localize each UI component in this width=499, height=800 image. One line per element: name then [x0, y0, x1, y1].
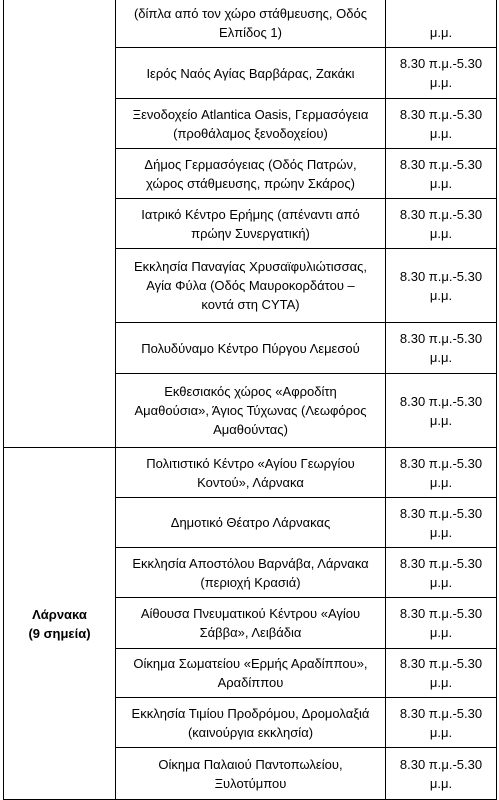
- venue-cell: [116, 149, 386, 199]
- time-line: [392, 4, 490, 23]
- venue-line: Δήμος Γερμασόγειας (Οδός Πατρών,: [144, 156, 357, 172]
- time-line: μ.μ.: [429, 125, 453, 141]
- table-row: [4, 0, 497, 48]
- venue-line: Εκθεσιακός χώρος «Αφροδίτη: [164, 384, 337, 399]
- time-line: 8.30 π.μ.-5.30: [399, 106, 483, 122]
- venue-line: Εκκλησία Τιμίου Προδρόμου, Δρομολαξιά: [131, 705, 370, 721]
- venue-cell: [116, 48, 386, 99]
- time-line: μ.μ.: [429, 675, 453, 690]
- venue-line: Πολιτιστικό Κέντρο «Αγίου Γεωργίου: [146, 455, 355, 471]
- time-line: μ.μ.: [429, 625, 453, 640]
- venue-line: Αραδίππου: [217, 675, 284, 690]
- venue-line: (καινούργια εκκλησία): [187, 724, 314, 740]
- venue-line: Αμαθούσια», Άγιος Τύχωνας (Λεωφόρος: [134, 403, 367, 418]
- time-cell: [386, 548, 497, 598]
- time-cell: [386, 448, 497, 498]
- time-line: 8.30 π.μ.-5.30: [399, 268, 483, 284]
- time-line: 8.30 π.μ.-5.30: [399, 393, 483, 409]
- venue-line: Ξενοδοχείο Atlantica Oasis, Γερμασόγεια: [132, 106, 369, 122]
- venue-cell: [116, 649, 386, 698]
- time-line: μ.μ.: [429, 350, 453, 365]
- region-cell-larnaca: [4, 448, 116, 800]
- venue-cell: [116, 374, 386, 448]
- venue-cell: [116, 199, 386, 249]
- time-line: 8.30 π.μ.-5.30: [399, 331, 483, 346]
- venue-cell: [116, 0, 386, 48]
- venue-line: (περιοχή Κρασιά): [200, 574, 301, 590]
- time-line: μ.μ.: [429, 474, 453, 490]
- time-cell: [386, 498, 497, 548]
- time-line: μ.μ.: [429, 524, 453, 540]
- time-line: μ.μ.: [429, 25, 453, 40]
- venue-cell: [116, 448, 386, 498]
- time-line: μ.μ.: [429, 574, 453, 590]
- time-line: μ.μ.: [429, 287, 453, 303]
- venue-line: Ιατρικό Κέντρο Ερήμης (απέναντι από: [141, 206, 360, 222]
- time-cell: [386, 698, 497, 748]
- time-line: 8.30 π.μ.-5.30: [399, 705, 483, 721]
- venue-line: Ελπίδος 1): [219, 25, 282, 40]
- time-line: μ.μ.: [429, 412, 453, 428]
- venue-cell: [116, 548, 386, 598]
- venue-line: Δημοτικό Θέατρο Λάρνακας: [170, 515, 331, 530]
- time-cell: [386, 649, 497, 698]
- venue-line: Οίκημα Παλαιού Παντοπωλείου,: [158, 756, 343, 772]
- venue-line: Σάββα», Λειβάδια: [199, 625, 302, 640]
- venue-line: χώρος στάθμευσης, πρώην Σκάρος): [146, 175, 355, 191]
- time-line: μ.μ.: [429, 225, 453, 241]
- time-line: 8.30 π.μ.-5.30: [399, 756, 483, 772]
- time-line: μ.μ.: [429, 775, 453, 791]
- region-cell-empty: [4, 0, 116, 448]
- venue-line: (προθάλαμος ξενοδοχείου): [173, 125, 328, 141]
- time-line: 8.30 π.μ.-5.30: [399, 656, 483, 671]
- time-line: 8.30 π.μ.-5.30: [399, 206, 483, 222]
- time-cell: [386, 149, 497, 199]
- venue-cell: [116, 698, 386, 748]
- venue-line: Αμαθούντας): [213, 422, 288, 437]
- venue-line: Αίθουσα Πνευματικού Κέντρου «Αγίου: [140, 606, 361, 621]
- venue-line: Κοντού», Λάρνακα: [197, 474, 304, 490]
- venue-cell: [116, 99, 386, 149]
- venue-line: Εκκλησία Παναγίας Χρυσαϊφυλιώτισσας,: [133, 259, 368, 274]
- venue-cell: [116, 323, 386, 374]
- time-cell: [386, 748, 497, 800]
- venue-cell: [116, 498, 386, 548]
- time-line: μ.μ.: [429, 724, 453, 740]
- venue-line: (δίπλα από τον χώρο στάθμευσης, Οδός: [133, 6, 368, 21]
- time-line: 8.30 π.μ.-5.30: [399, 555, 483, 571]
- time-cell: [386, 323, 497, 374]
- time-line: μ.μ.: [429, 75, 453, 90]
- venue-line: Ιερός Ναός Αγίας Βαρβάρας, Ζακάκι: [146, 65, 355, 81]
- venue-line: Ξυλοτύμπου: [214, 775, 287, 791]
- time-cell: [386, 249, 497, 323]
- time-cell: [386, 48, 497, 99]
- time-cell: [386, 598, 497, 649]
- time-line: 8.30 π.μ.-5.30: [399, 505, 483, 521]
- region-name: Λάρνακα: [32, 606, 87, 622]
- venue-line: πρώην Συνεργατική): [191, 225, 310, 241]
- table-body: [4, 0, 497, 800]
- region-count: (9 σημεία): [28, 625, 91, 641]
- venue-line: Οίκημα Σωματείου «Ερμής Αραδίππου»,: [133, 656, 368, 671]
- time-cell: [386, 0, 497, 48]
- venue-line: Πολυδύναμο Κέντρο Πύργου Λεμεσού: [141, 340, 360, 356]
- venue-line: κοντά στη CYTA): [201, 297, 300, 312]
- time-cell: [386, 199, 497, 249]
- venue-line: Αγία Φύλα (Οδός Μαυροκορδάτου –: [146, 278, 355, 293]
- venue-cell: [116, 598, 386, 649]
- time-line: 8.30 π.μ.-5.30: [399, 156, 483, 172]
- time-line: 8.30 π.μ.-5.30: [399, 606, 483, 621]
- time-line: 8.30 π.μ.-5.30: [399, 455, 483, 471]
- venue-cell: [116, 249, 386, 323]
- venue-cell: [116, 748, 386, 800]
- time-cell: [386, 374, 497, 448]
- time-line: 8.30 π.μ.-5.30: [399, 56, 483, 71]
- vaccination-points-table: [3, 0, 497, 800]
- time-line: μ.μ.: [429, 175, 453, 191]
- venue-line: Εκκλησία Αποστόλου Βαρνάβα, Λάρνακα: [132, 555, 369, 571]
- table-row: [4, 448, 497, 498]
- time-cell: [386, 99, 497, 149]
